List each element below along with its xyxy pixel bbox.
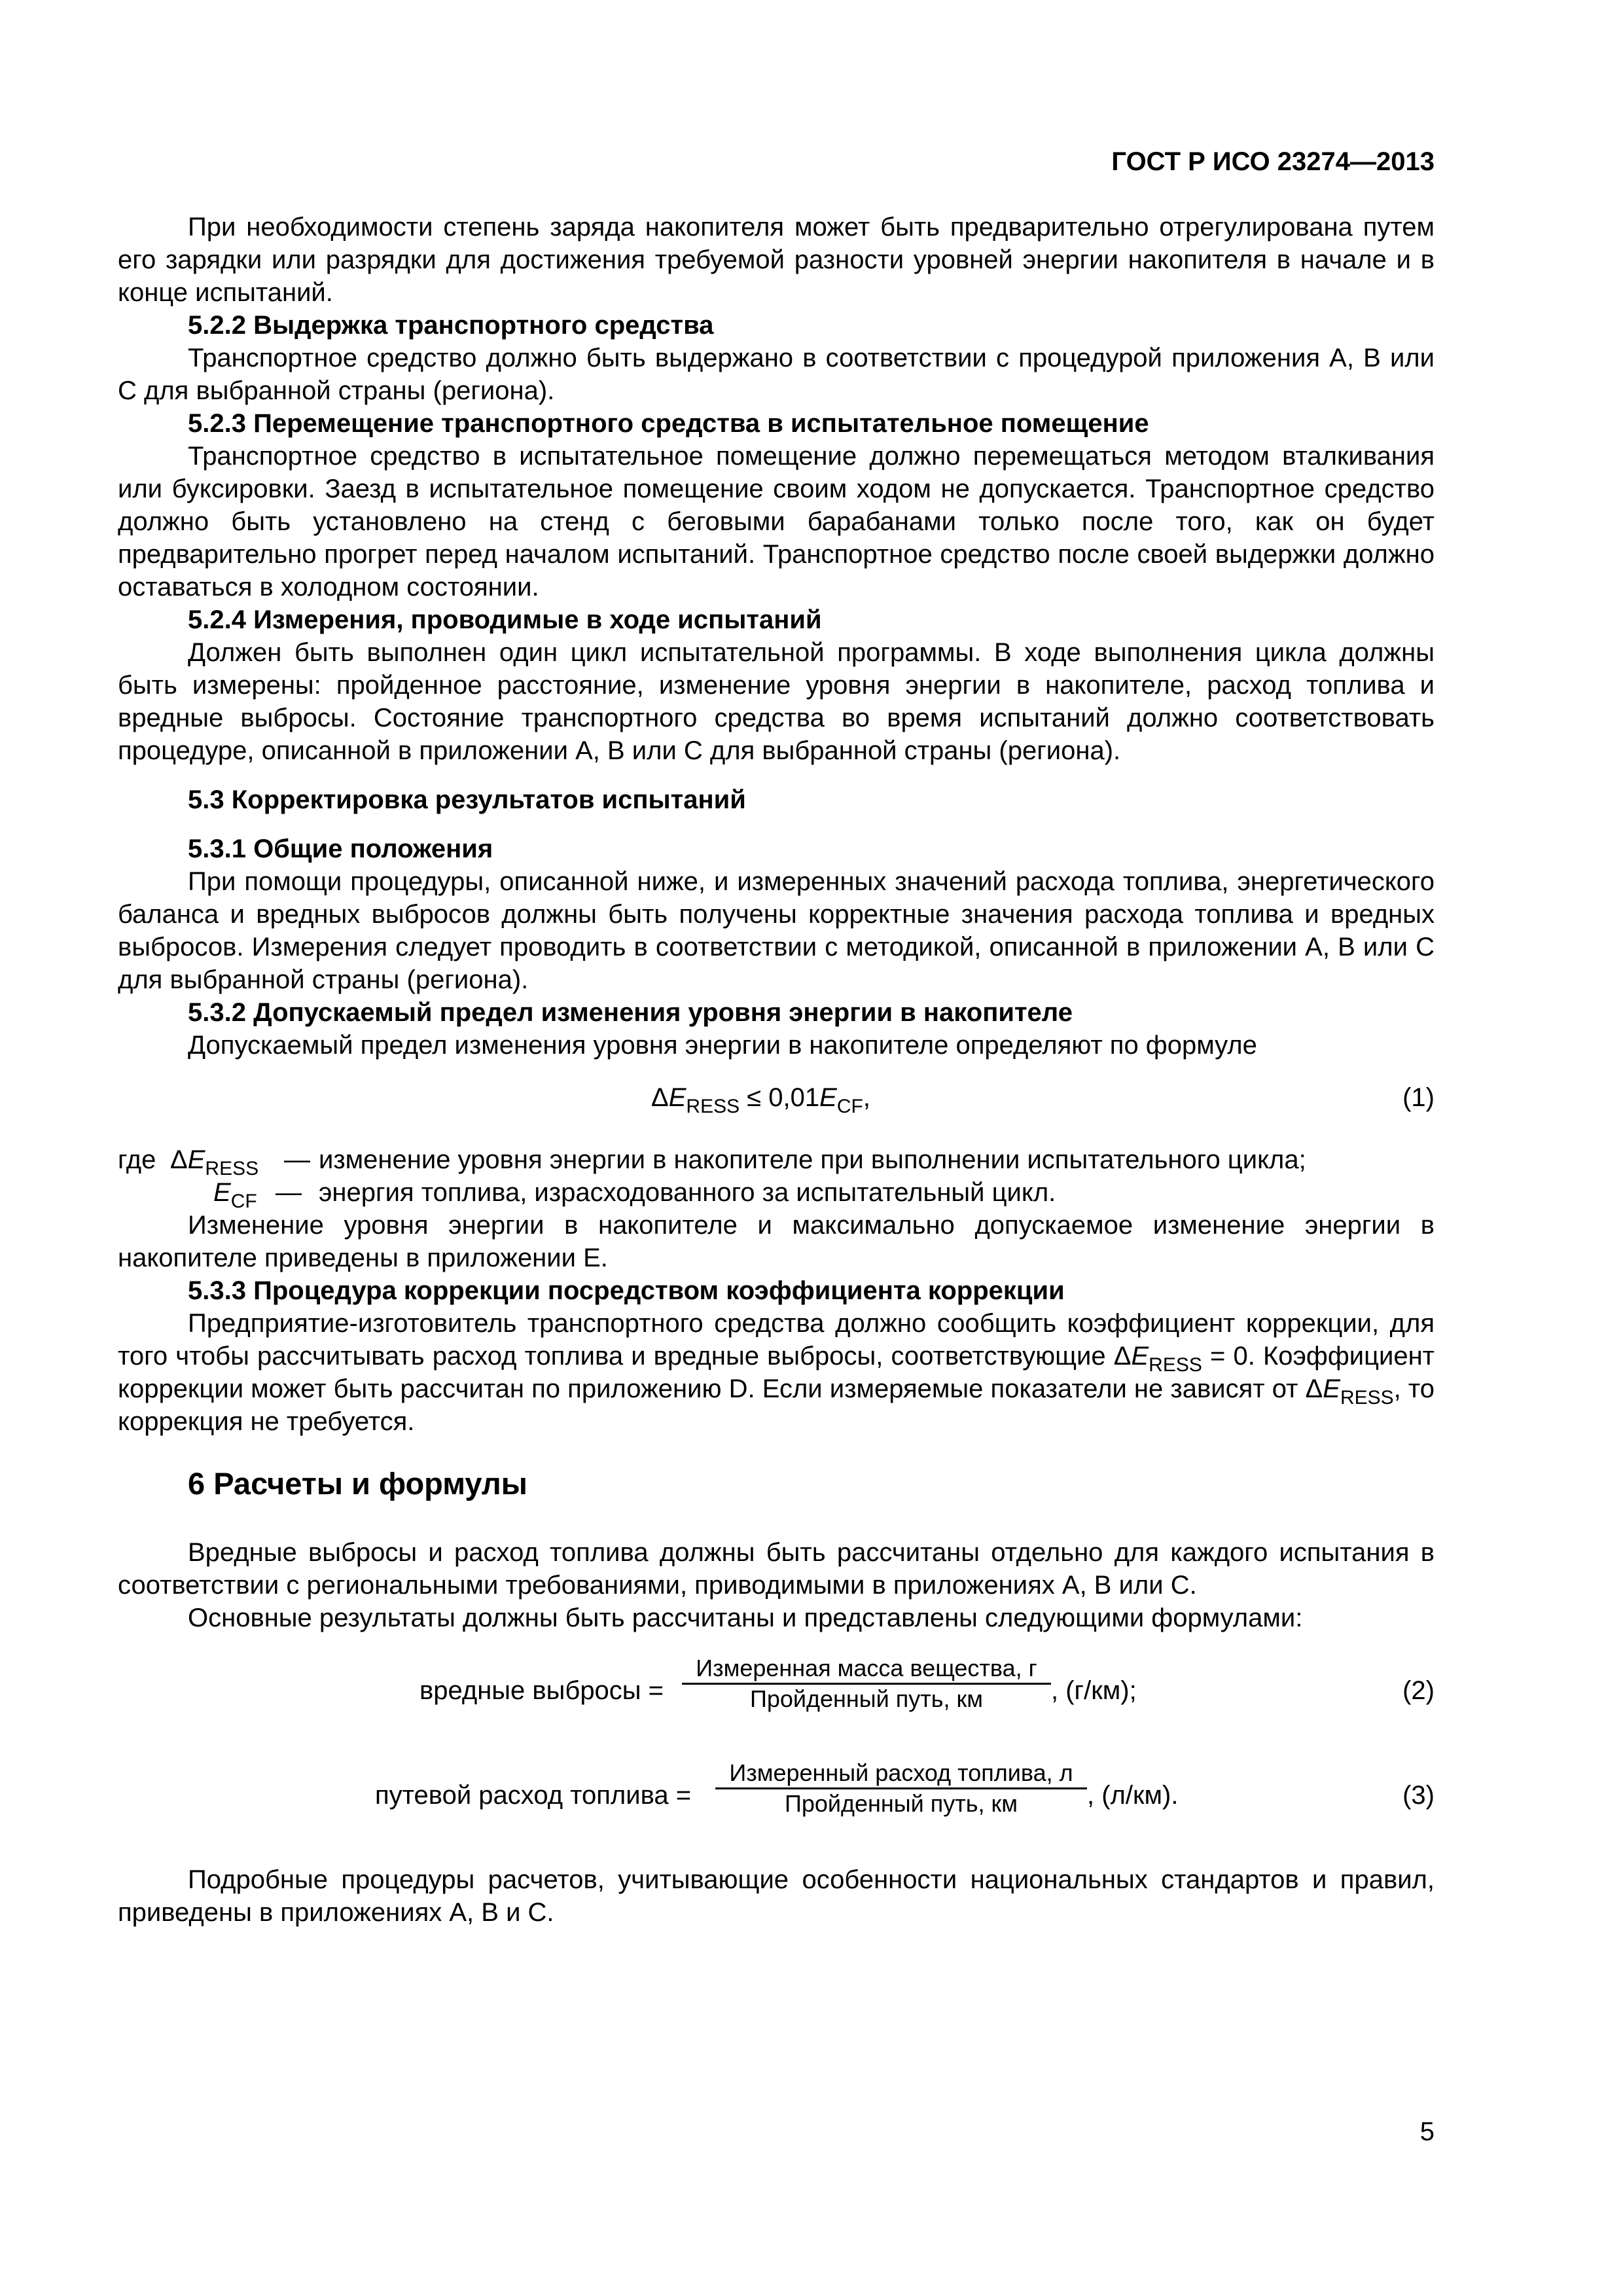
paragraph-6-3: Подробные процедуры расчетов, учитывающие особенности национальных стандартов и правил, приведены в приложениях A, B и C. [118, 1865, 1435, 1927]
equation-3-number: (3) [1402, 1781, 1435, 1810]
page-number: 5 [1419, 2117, 1435, 2146]
equation-3-fraction [715, 1759, 1087, 1818]
where-symbol-delta-e-ress: $\Delta E_{RESS}$ [170, 1145, 259, 1179]
equation-3-numerator: Измеренный расход топлива, л [729, 1759, 1073, 1786]
heading-5-2-4: 5.2.4 Измерения, проводимые в ходе испытаний [188, 605, 822, 634]
paragraph-6-2: Основные результаты должны быть рассчитаны и представлены следующими формулами: [188, 1604, 1303, 1632]
heading-5-3-1: 5.3.1 Общие положения [188, 834, 493, 863]
paragraph-5-2-3: Транспортное средство в испытательное помещение должно перемещаться методом вталкивания или буксировки. Заезд в испытательное помещение своим ходом не допускается. Транспортное средство должно быть установлено на стенд с беговыми барабанами только после того, как он будет предварительно прогрет перед началом испытаний. Транспортное средство после своей выдержки должно оставаться в холодном состоянии. [118, 442, 1435, 601]
where-desc-1: изменение уровня энергии в накопителе при выполнении испытательного цикла; [319, 1145, 1306, 1174]
heading-5-3-3: 5.3.3 Процедура коррекции посредством коэффициента коррекции [188, 1276, 1065, 1305]
equation-3-denominator: Пройденный путь, км [784, 1790, 1018, 1817]
equation-2-number: (2) [1402, 1676, 1435, 1705]
paragraph-5-2-2: Транспортное средство должно быть выдержано в соответствии с процедурой приложения A, B или C для выбранной страны (региона). [118, 344, 1435, 405]
equation-2-numerator: Измеренная масса вещества, г [696, 1655, 1037, 1681]
heading-5-2-3: 5.2.3 Перемещение транспортного средства в испытательное помещение [188, 409, 1149, 438]
where-desc-2: энергия топлива, израсходованного за испытательный цикл. [319, 1178, 1056, 1207]
paragraph-6-1: Вредные выбросы и расход топлива должны быть рассчитаны отдельно для каждого испытания в соответствии с региональными требованиями, приводимыми в приложениях A, B или C. [118, 1538, 1435, 1600]
equation-2-lhs: вредные выбросы = [419, 1676, 664, 1705]
paragraph-5-3-3: Предприятие-изготовитель транспортного средства должно сообщить коэффициент коррекции, для того чтобы рассчитывать расход топлива и вредные выбросы, соответствующие $\Delta E_{RESS} = 0$. Коэффициент коррекции может быть рассчитан по приложению D. Если измеряемые показатели не зависят от $\Delta E_{RESS}$, то коррекция не требуется. [118, 1309, 1435, 1436]
paragraph-5-3-2-after: Изменение уровня энергии в накопителе и максимально допускаемое изменение энергии в накопителе приведены в приложении E. [118, 1211, 1435, 1272]
equation-3-unit: , (л/км). [1087, 1781, 1179, 1810]
heading-section-6: 6 Расчеты и формулы [188, 1466, 527, 1501]
equation-1: $\Delta E_{RESS} \le 0,01E_{CF}$, [651, 1083, 870, 1117]
equation-2-denominator: Пройденный путь, км [749, 1685, 984, 1712]
equation-3-lhs: путевой расход топлива = [375, 1781, 692, 1810]
equation-2-fraction [682, 1654, 1051, 1713]
where-dash-2: — [276, 1178, 302, 1207]
where-dash-1: — [284, 1145, 310, 1174]
equation-1-number: (1) [1402, 1083, 1435, 1112]
paragraph-5-3-2: Допускаемый предел изменения уровня энергии в накопителе определяют по формуле [188, 1031, 1257, 1060]
paragraph-5-3-1: При помощи процедуры, описанной ниже, и измеренных значений расхода топлива, энергетического баланса и вредных выбросов должны быть получены корректные значения расхода топлива и вредных выбросов. Измерения следует проводить в соответствии с методикой, описанной в приложении A, B или C для выбранной страны (региона). [118, 867, 1435, 994]
where-label: где [118, 1145, 156, 1174]
where-symbol-e-cf: $E_{CF}$ [213, 1178, 257, 1212]
paragraph-5-2-4: Должен быть выполнен один цикл испытательной программы. В ходе выполнения цикла должны быть измерены: пройденное расстояние, изменение уровня энергии в накопителе, расход топлива и вредные выбросы. Состояние транспортного средства во время испытаний должно соответствовать процедуре, описанной в приложении A, B или C для выбранной страны (региона). [118, 638, 1435, 765]
equation-2-unit: , (г/км); [1051, 1676, 1137, 1705]
heading-5-3: 5.3 Корректировка результатов испытаний [188, 785, 746, 814]
heading-5-3-2: 5.3.2 Допускаемый предел изменения уровня энергии в накопителе [188, 998, 1073, 1027]
heading-5-2-2: 5.2.2 Выдержка транспортного средства [188, 311, 714, 340]
document-header: ГОСТ Р ИСО 23274—2013 [1111, 147, 1435, 176]
intro-paragraph: При необходимости степень заряда накопителя может быть предварительно отрегулирована путем его зарядки или разрядки для достижения требуемой разности уровней энергии накопителя в начале и в конце испытаний. [118, 213, 1435, 307]
